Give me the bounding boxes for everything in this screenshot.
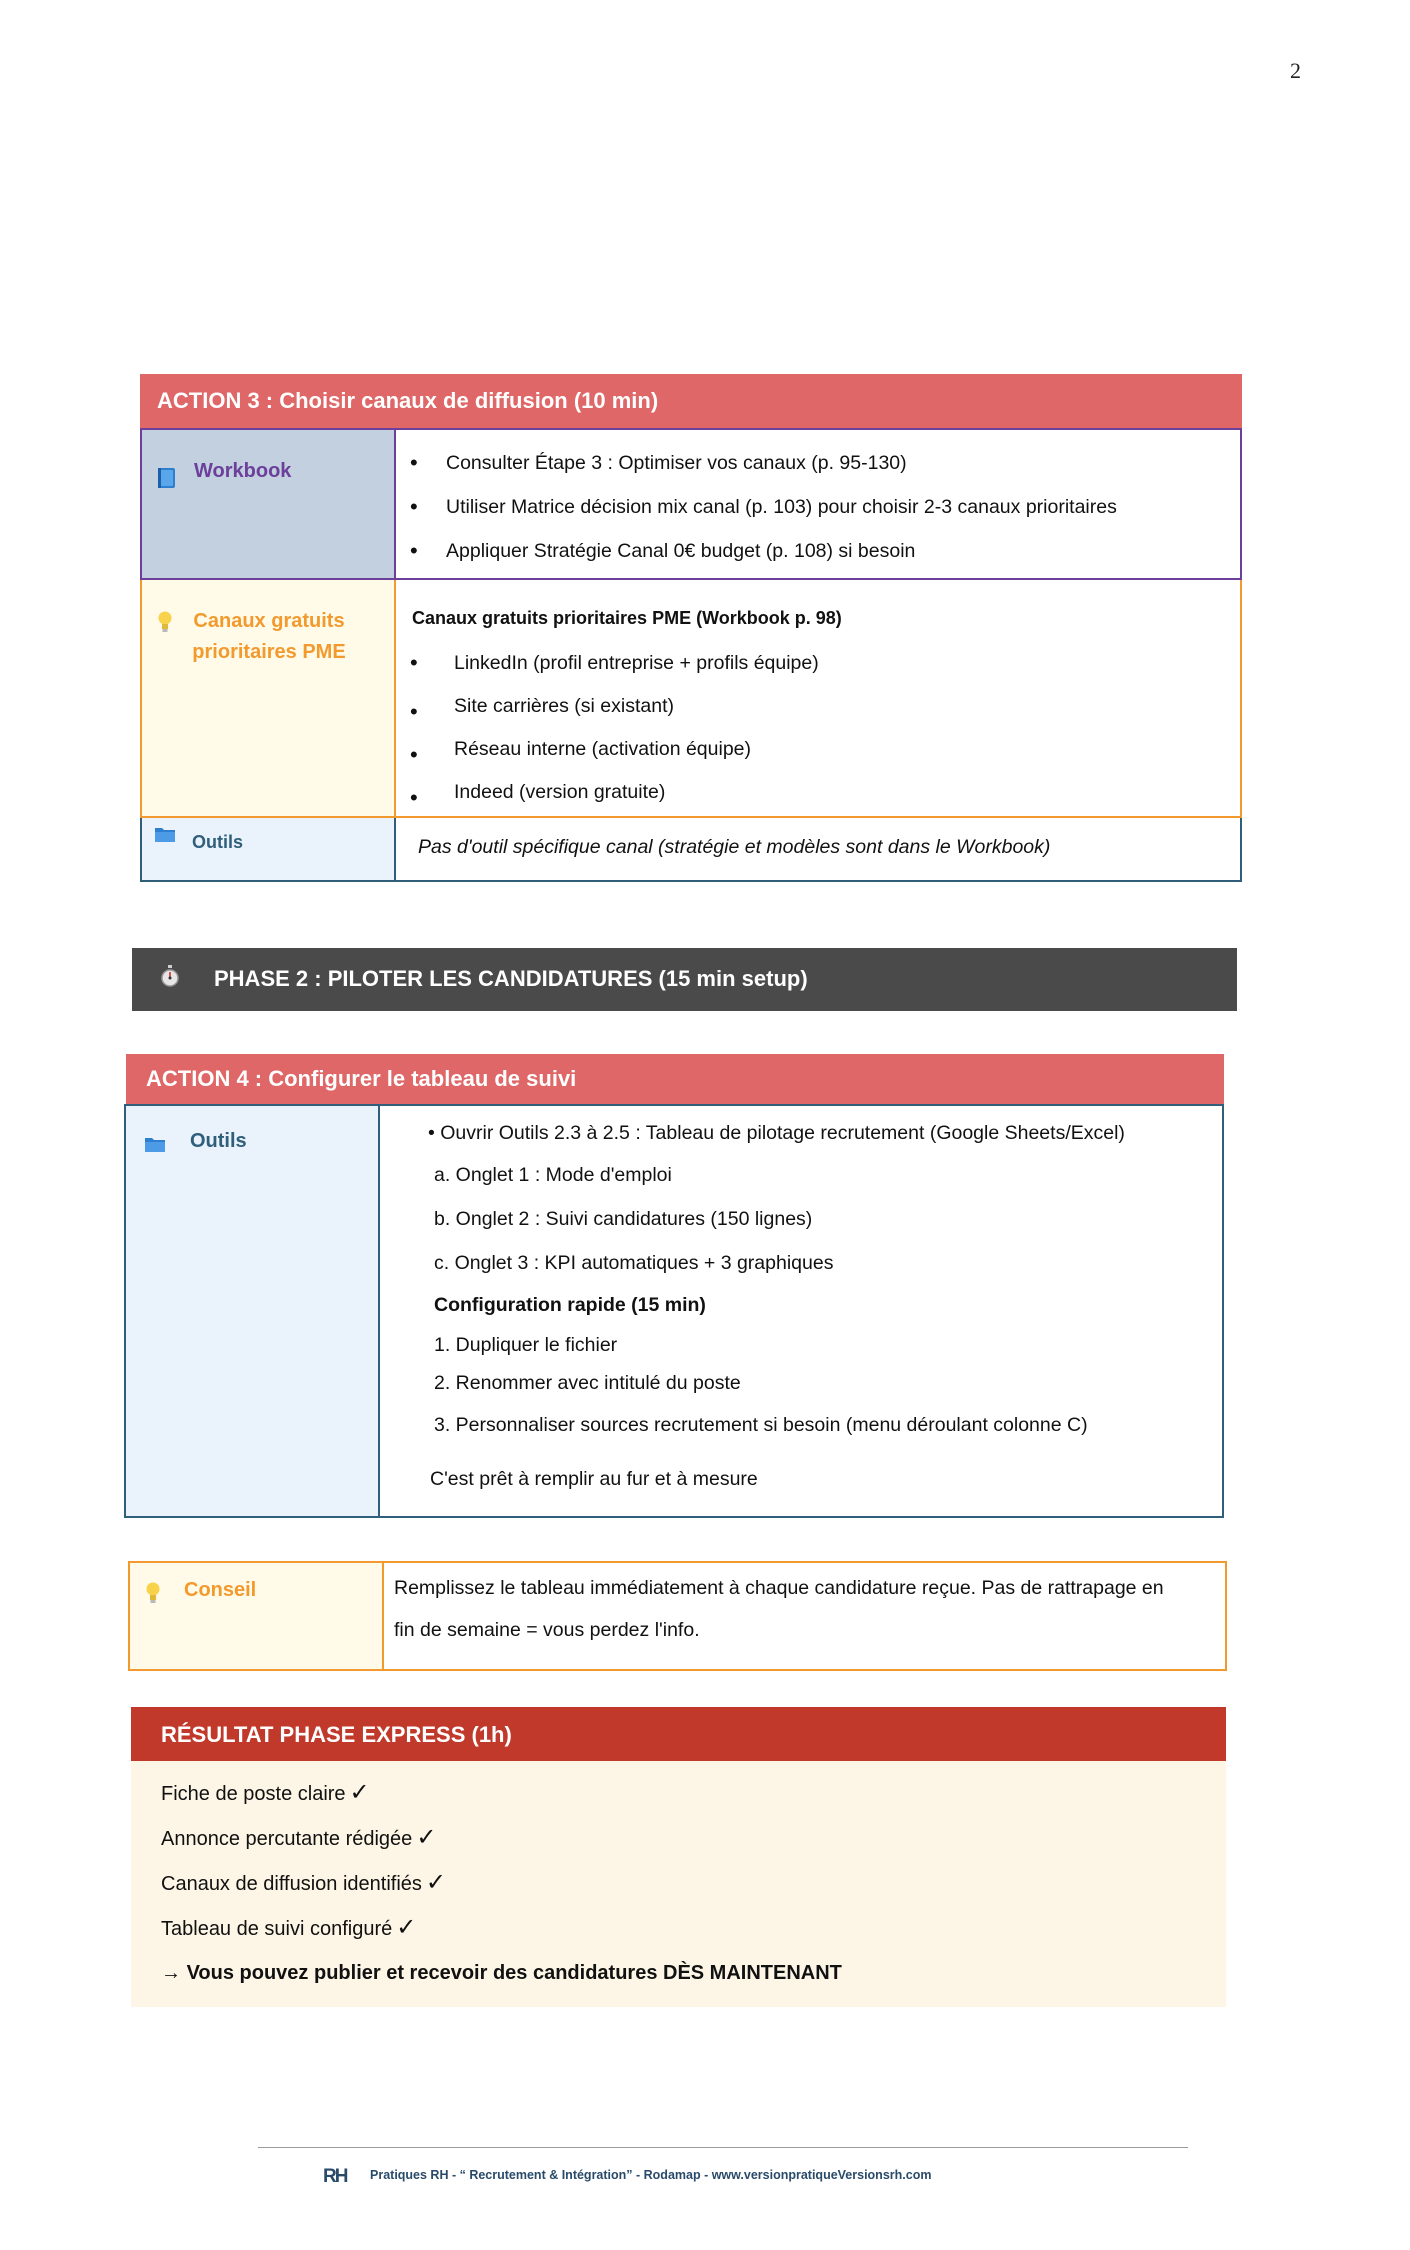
- action4-intro: • Ouvrir Outils 2.3 à 2.5 : Tableau de pilotage recrutement (Google Sheets/Excel): [428, 1122, 1125, 1144]
- arrow-icon: →: [161, 1962, 181, 1984]
- conseil-label: Conseil: [184, 1579, 257, 1601]
- folder-icon: [144, 1134, 166, 1154]
- result-final: → Vous pouvez publier et recevoir des candidatures DÈS MAINTENANT: [161, 1962, 842, 1984]
- list-item: 2. Renommer avec intitulé du poste: [434, 1372, 741, 1394]
- stopwatch-icon: [160, 964, 180, 988]
- lightbulb-icon: [144, 1581, 162, 1605]
- check-icon: ✓: [425, 1869, 447, 1896]
- footer-text: Pratiques RH - “ Recrutement & Intégration” - Rodamap - www.versionpratiqueVersionsrh.com: [370, 2168, 932, 2182]
- phase2-banner: [132, 948, 1237, 1011]
- list-item: b. Onglet 2 : Suivi candidatures (150 lignes): [434, 1208, 813, 1230]
- free-channels-heading: Canaux gratuits prioritaires PME (Workbook p. 98): [412, 608, 842, 628]
- tools-content-cell: [394, 818, 1242, 882]
- list-item: • Site carrières (si existant): [410, 695, 674, 724]
- workbook-label-cell: [140, 428, 394, 580]
- folder-icon: [154, 824, 176, 844]
- phase2-title: PHASE 2 : PILOTER LES CANDIDATURES (15 min setup): [214, 966, 808, 991]
- result-item: Tableau de suivi configuré ✓: [161, 1914, 417, 1941]
- tools-label-cell: [140, 818, 394, 882]
- config-heading: Configuration rapide (15 min): [434, 1294, 706, 1316]
- list-item: • Appliquer Stratégie Canal 0€ budget (p. 108) si besoin: [410, 538, 916, 563]
- list-item: 1. Dupliquer le fichier: [434, 1334, 618, 1356]
- conseil-line: fin de semaine = vous perdez l'info.: [394, 1619, 700, 1641]
- check-icon: ✓: [396, 1914, 417, 1941]
- list-item: 3. Personnaliser sources recrutement si besoin (menu déroulant colonne C): [434, 1414, 1088, 1436]
- result-item: Annonce percutante rédigée ✓: [161, 1824, 437, 1851]
- result-title: RÉSULTAT PHASE EXPRESS (1h): [131, 1707, 1226, 1761]
- list-item: • LinkedIn (profil entreprise + profils équipe): [410, 650, 819, 675]
- list-item: • Utiliser Matrice décision mix canal (p. 103) pour choisir 2-3 canaux prioritaires: [410, 494, 1117, 519]
- conseil-label-cell: [128, 1561, 382, 1671]
- list-item: • Indeed (version gratuite): [410, 781, 666, 810]
- check-icon: ✓: [416, 1824, 437, 1851]
- list-item: c. Onglet 3 : KPI automatiques + 3 graphiques: [434, 1252, 834, 1274]
- action4-content-cell: [378, 1104, 1224, 1518]
- ready-text: C'est prêt à remplir au fur et à mesure: [430, 1468, 758, 1490]
- action4-tools-label-cell: [124, 1104, 378, 1518]
- result-item: Fiche de poste claire ✓: [161, 1779, 370, 1806]
- footer-logo: RH: [323, 2166, 347, 2187]
- list-item: a. Onglet 1 : Mode d'emploi: [434, 1164, 672, 1186]
- workbook-content-cell: [394, 428, 1242, 580]
- tools-text: Pas d'outil spécifique canal (stratégie et modèles sont dans le Workbook): [418, 836, 1051, 858]
- list-item: • Réseau interne (activation équipe): [410, 738, 752, 767]
- book-icon: [156, 466, 178, 490]
- action3-title: ACTION 3 : Choisir canaux de diffusion (10 min): [140, 374, 1242, 428]
- free-channels-label-cell: [140, 580, 394, 818]
- check-icon: ✓: [349, 1779, 370, 1806]
- page-number: 2: [1290, 58, 1301, 83]
- free-channels-content-cell: [394, 580, 1242, 818]
- workbook-label: Workbook: [194, 460, 292, 482]
- tools-label: Outils: [192, 832, 244, 852]
- list-item: • Consulter Étape 3 : Optimiser vos canaux (p. 95-130): [410, 450, 907, 475]
- free-channels-label: Canaux gratuits prioritaires PME: [192, 610, 346, 663]
- action4-title: ACTION 4 : Configurer le tableau de suivi: [126, 1054, 1224, 1104]
- action4-tools-label: Outils: [190, 1130, 247, 1152]
- footer-divider: [258, 2147, 1188, 2148]
- conseil-content-cell: [382, 1561, 1227, 1671]
- result-item: Canaux de diffusion identifiés ✓: [161, 1869, 447, 1896]
- conseil-line: Remplissez le tableau immédiatement à chaque candidature reçue. Pas de rattrapage en: [394, 1577, 1164, 1599]
